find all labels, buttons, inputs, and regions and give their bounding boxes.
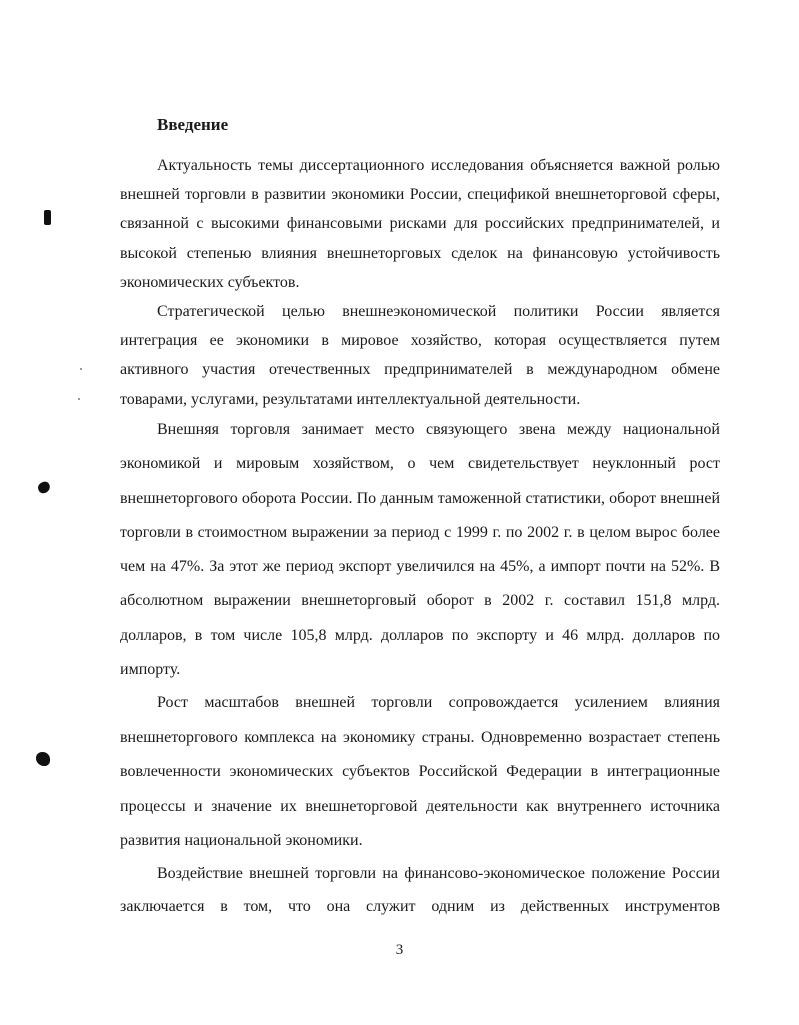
scan-hole-mark (36, 752, 50, 766)
scan-speck (78, 398, 80, 400)
scan-hole-mark (36, 480, 51, 494)
paragraph-5: Воздействие внешней торговли на финансово-экономическое положение России заключается в том, что она служит одним из действенных инструментов (120, 865, 720, 915)
paragraph-4: Рост масштабов внешней торговли сопровождается усилением влияния внешнеторгового комплекса на экономику страны. Одновременно возрастает степень вовлеченности экономических субъектов Российской Федерации в интеграционные процессы и значение их внешнеторговой деятельности как внутреннего источника развития национальной экономики. (120, 694, 720, 849)
scan-hole-mark (44, 210, 51, 225)
paragraph-2: Стратегической целью внешнеэкономической политики России является интеграция ее экономики в мировое хозяйство, которая осуществляется путем активного участия отечественных предпринимателей в международном обмене товарами, услугами, результатами интеллектуальной деятельности. (120, 303, 720, 408)
scan-speck (80, 368, 82, 370)
section-heading: Введение (157, 115, 229, 134)
paragraph-1: Актуальность темы диссертационного исследования объясняется важной ролью внешней торговли в развитии экономики России, спецификой внешнеторговой сферы, связанной с высокими финансовыми рисками для российских предпринимателей, и высокой степенью влияния внешнеторговых сделок на финансовую устойчивость экономических субъектов. (120, 157, 720, 291)
page-number: 3 (395, 942, 404, 958)
paragraph-3: Внешняя торговля занимает место связующего звена между национальной экономикой и мировым хозяйством, о чем свидетельствует неуклонный рост внешнеторгового оборота России. По данным таможенной статистики, оборот внешней торговли в стоимостном выражении за период с 1999 г. по 2002 г. в целом вырос более чем на 47%. За этот же период экспорт увеличился на 45%, а импорт почти на 52%. В абсолютном выражении внешнеторговый оборот в 2002 г. составил 151,8 млрд. долларов, в том числе 105,8 млрд. долларов по экспорту и 46 млрд. долларов по импорту. (120, 421, 720, 679)
